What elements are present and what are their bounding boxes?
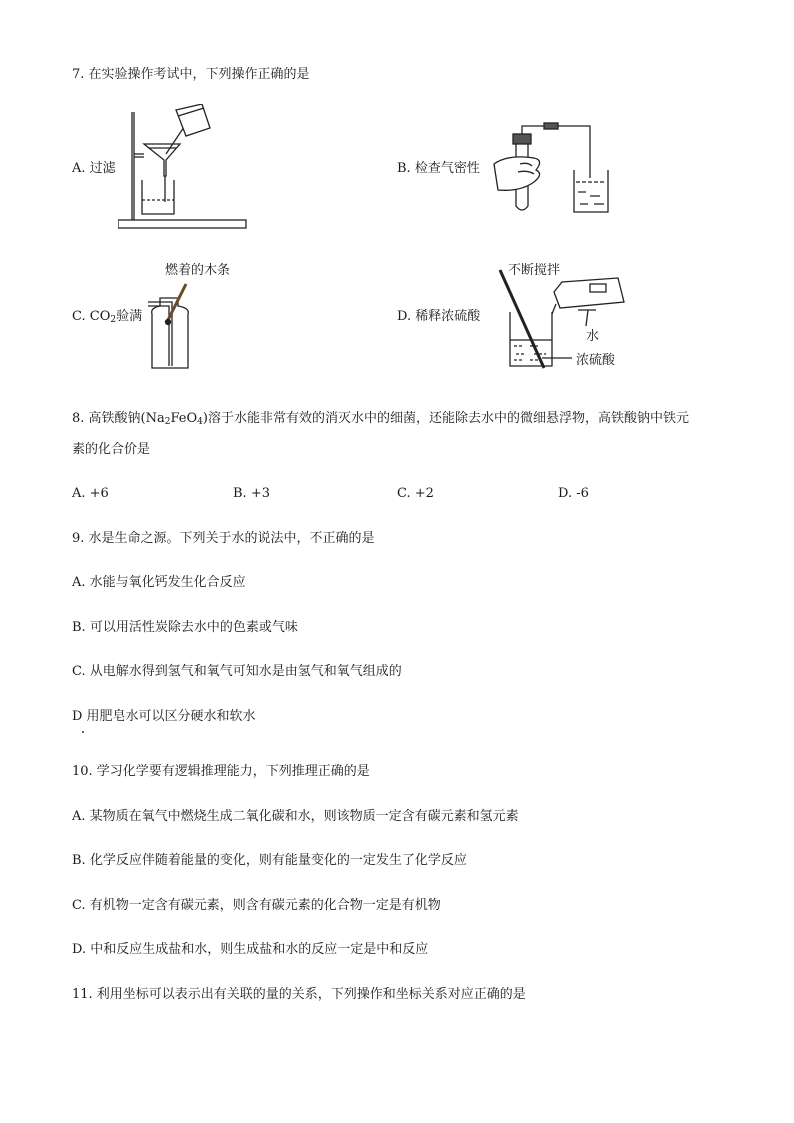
q8-option-c: C. +2	[397, 486, 434, 501]
q9-stem: 9. 水是生命之源。下列关于水的说法中，不正确的是	[72, 531, 375, 546]
acid-label: 浓硫酸	[576, 353, 616, 368]
q8-stem-line1: 8. 高铁酸钠$(Na_2FeO_4)$溶于水能非常有效的消灭水中的细菌，还能除去水中的微细悬浮物，高铁酸钠中铁元	[72, 411, 689, 427]
stir-label: 不断搅拌	[508, 263, 561, 278]
q7-option-b: B. 检查气密性	[397, 161, 480, 176]
acid-dilution-apparatus	[496, 264, 628, 372]
water-label: 水	[586, 329, 600, 344]
q10-option-d: D. 中和反应生成盐和水，则生成盐和水的反应一定是中和反应	[72, 942, 429, 957]
q10-stem: 10. 学习化学要有逻辑推理能力，下列推理正确的是	[72, 764, 370, 779]
filtration-apparatus	[118, 104, 248, 232]
q9-option-b: B. 可以用活性炭除去水中的色素或气味	[72, 620, 298, 635]
stray-dot	[82, 731, 84, 733]
q7-option-d: D. 稀释浓硫酸	[397, 309, 481, 324]
burning-stick-label: 燃着的木条	[165, 263, 231, 278]
q9-option-a: A. 水能与氧化钙发生化合反应	[72, 575, 246, 590]
q8-option-d: D. -6	[558, 486, 589, 501]
q7-option-a: A. 过滤	[72, 161, 116, 176]
q9-option-c: C. 从电解水得到氢气和氧气可知水是由氢气和氧气组成的	[72, 664, 402, 679]
q7-stem: 7. 在实验操作考试中，下列操作正确的是	[72, 67, 310, 82]
q10-option-c: C. 有机物一定含有碳元素，则含有碳元素的化合物一定是有机物	[72, 898, 441, 913]
airtightness-check-apparatus	[490, 120, 630, 220]
q7-option-c: C. $CO_2$验满	[72, 309, 143, 325]
q9-option-d: D 用肥皂水可以区分硬水和软水	[72, 709, 256, 724]
q10-option-a: A. 某物质在氧气中燃烧生成二氧化碳和水，则该物质一定含有碳元素和氢元素	[72, 809, 519, 824]
q8-stem-line2: 素的化合价是	[72, 442, 151, 457]
co2-gas-bottle	[142, 280, 202, 372]
q10-option-b: B. 化学反应伴随着能量的变化，则有能量变化的一定发生了化学反应	[72, 853, 467, 868]
q8-option-b: B. +3	[233, 486, 270, 501]
q8-option-a: A. +6	[72, 486, 109, 501]
q11-stem: 11. 利用坐标可以表示出有关联的量的关系，下列操作和坐标关系对应正确的是	[72, 987, 526, 1002]
